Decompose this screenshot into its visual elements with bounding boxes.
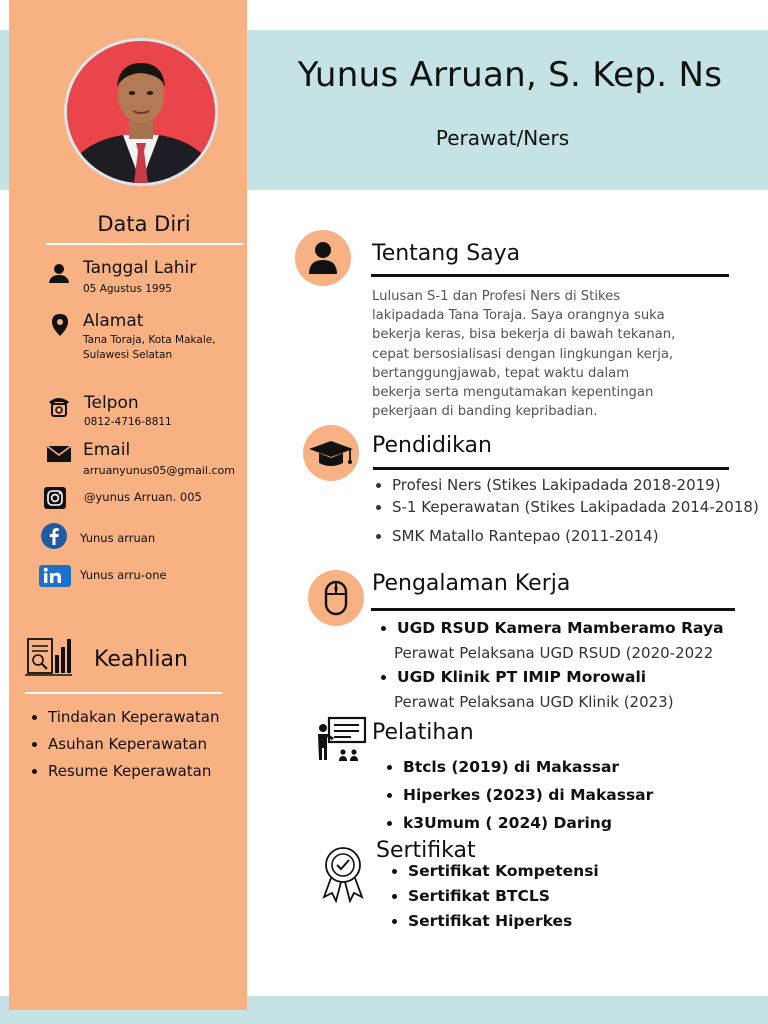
skills-list bbox=[26, 704, 219, 785]
about-line: bertanggungjawab, tepat waktu dalam bbox=[372, 365, 630, 381]
training-heading: Pelatihan bbox=[372, 720, 474, 745]
about-line: lakipadada Tana Toraja. Saya orangnya suka bbox=[372, 308, 665, 324]
facebook-icon[interactable] bbox=[40, 522, 68, 550]
skills-heading: Keahlian bbox=[94, 647, 188, 672]
about-heading: Tentang Saya bbox=[372, 241, 521, 266]
education-icon-circle bbox=[303, 425, 359, 481]
skills-divider bbox=[25, 692, 222, 694]
person-icon bbox=[48, 262, 70, 284]
about-line: bekerja keras, bisa bekerja di bawah tekanan, bbox=[372, 327, 676, 343]
list-item: • Profesi Ners (Stikes Lakipadada 2018-2019) bbox=[392, 474, 759, 496]
about-text bbox=[372, 287, 717, 421]
profile-photo bbox=[64, 38, 218, 186]
list-item: • Sertifikat Hiperkes bbox=[408, 909, 599, 934]
list-item: • Asuhan Keperawatan bbox=[48, 731, 219, 758]
phone-value: 0812-4716-8811 bbox=[84, 416, 172, 428]
list-item: • Sertifikat Kompetensi bbox=[408, 859, 599, 884]
list-item: • k3Umum ( 2024) Daring bbox=[403, 809, 653, 837]
personal-data-divider bbox=[46, 243, 243, 245]
linkedin-icon[interactable] bbox=[39, 565, 71, 587]
presentation-icon bbox=[315, 716, 367, 764]
instagram-icon[interactable] bbox=[43, 486, 67, 510]
location-pin-icon bbox=[50, 313, 70, 337]
education-heading: Pendidikan bbox=[372, 433, 492, 458]
about-line: pekerjaan di banding kepribadian. bbox=[372, 404, 598, 420]
certificates-heading: Sertifikat bbox=[376, 838, 476, 863]
list-item: • Btcls (2019) di Makassar bbox=[403, 753, 653, 781]
certificates-list bbox=[388, 859, 599, 934]
list-item: • SMK Matallo Rantepao (2011-2014) bbox=[392, 525, 759, 547]
full-name: Yunus Arruan, S. Kep. Ns bbox=[297, 55, 723, 95]
address-line-1: Tana Toraja, Kota Makale, bbox=[83, 334, 216, 346]
personal-data-heading: Data Diri bbox=[97, 212, 191, 236]
graduation-cap-icon bbox=[303, 425, 359, 481]
training-list bbox=[383, 753, 653, 837]
education-list bbox=[372, 474, 759, 547]
list-item: • UGD Klinik PT IMIP Morowali bbox=[397, 666, 646, 688]
email-value[interactable]: arruanyunus05@gmail.com bbox=[83, 464, 235, 477]
birth-value: 05 Agustus 1995 bbox=[83, 283, 172, 295]
experience-list-2 bbox=[377, 666, 646, 688]
email-label: Email bbox=[83, 440, 131, 460]
experience-list-1 bbox=[377, 617, 724, 639]
list-item: • S-1 Keperawatan (Stikes Lakipadada 2014-2018) bbox=[392, 496, 759, 518]
person-icon bbox=[295, 230, 351, 286]
about-line: bekerja serta mengutamakan kepentingan bbox=[372, 385, 654, 401]
experience-divider bbox=[371, 608, 735, 611]
experience-detail: Perawat Pelaksana UGD RSUD (2020-2022 bbox=[394, 644, 714, 662]
list-item: • Hiperkes (2023) di Makassar bbox=[403, 781, 653, 809]
experience-heading: Pengalaman Kerja bbox=[372, 571, 571, 596]
list-item: • UGD RSUD Kamera Mamberamo Raya bbox=[397, 617, 724, 639]
linkedin-name[interactable]: Yunus arru-one bbox=[80, 568, 167, 582]
list-item: • Resume Keperawatan bbox=[48, 758, 219, 785]
list-item: • Sertifikat BTCLS bbox=[408, 884, 599, 909]
instagram-handle[interactable]: @yunus Arruan. 005 bbox=[84, 490, 202, 504]
facebook-name[interactable]: Yunus arruan bbox=[80, 531, 156, 545]
award-badge-icon bbox=[320, 845, 366, 903]
list-item: • Tindakan Keperawatan bbox=[48, 704, 219, 731]
birth-label: Tanggal Lahir bbox=[83, 258, 197, 278]
experience-detail: Perawat Pelaksana UGD Klinik (2023) bbox=[394, 693, 674, 711]
address-line-2: Sulawesi Selatan bbox=[83, 349, 173, 361]
phone-label: Telpon bbox=[84, 393, 139, 413]
skills-report-icon bbox=[24, 635, 72, 679]
about-divider bbox=[371, 274, 729, 277]
mouse-icon bbox=[308, 570, 364, 626]
about-line: Lulusan S-1 dan Profesi Ners di Stikes bbox=[372, 289, 621, 304]
about-icon-circle bbox=[295, 230, 351, 286]
phone-icon bbox=[47, 395, 71, 417]
address-label: Alamat bbox=[83, 311, 144, 331]
envelope-icon bbox=[46, 445, 72, 463]
experience-icon-circle bbox=[308, 570, 364, 626]
job-title: Perawat/Ners bbox=[435, 126, 570, 150]
education-divider bbox=[373, 467, 729, 470]
about-line: cepat bersosialisasi dengan lingkungan kerja, bbox=[372, 346, 674, 362]
